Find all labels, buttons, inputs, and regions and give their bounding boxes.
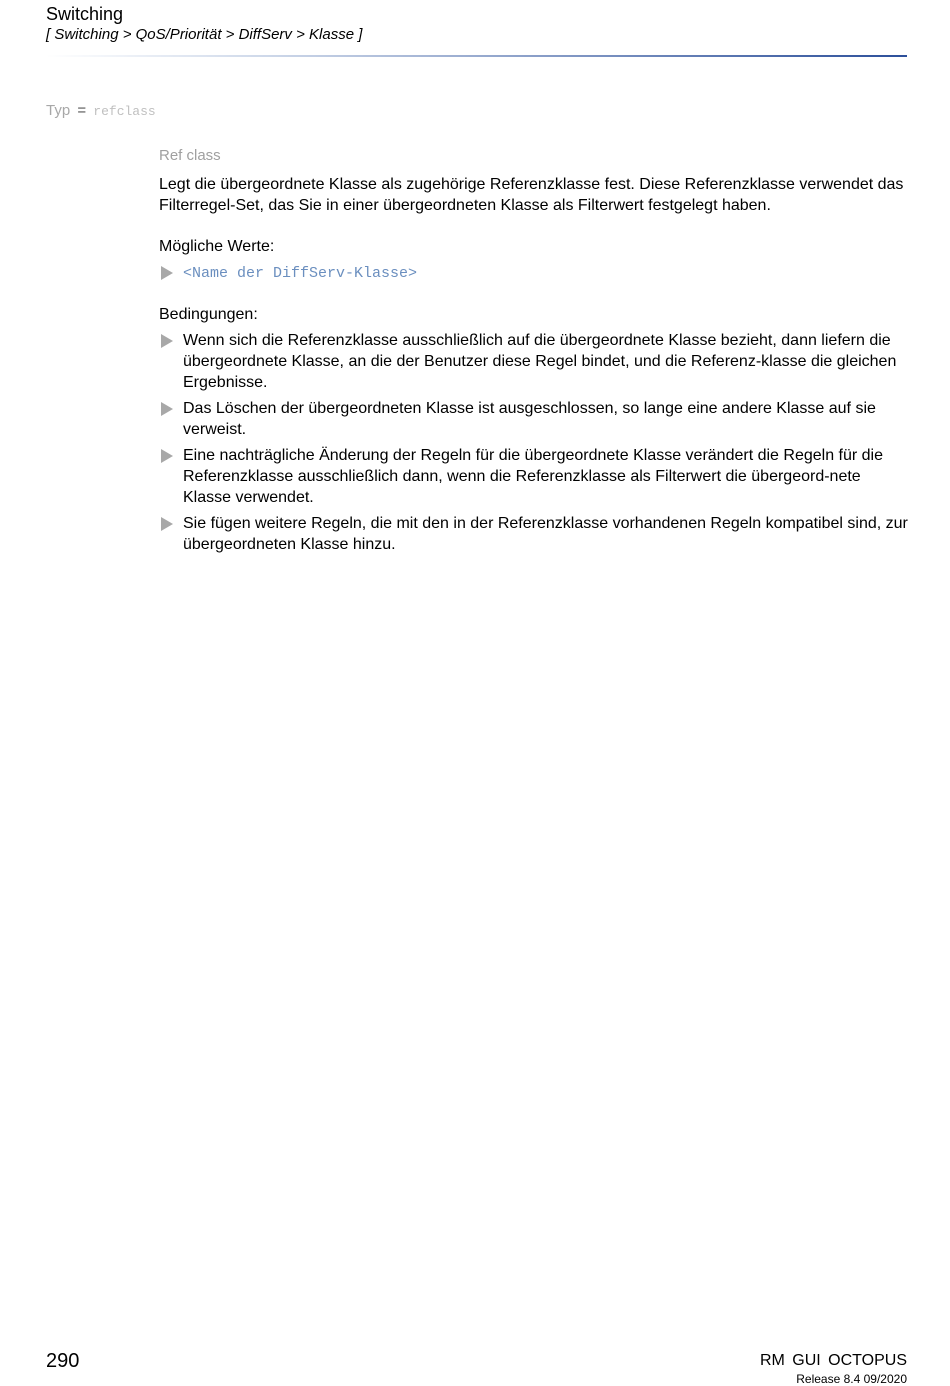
conditions-heading: Bedingungen: bbox=[159, 306, 258, 323]
condition-text: Eine nachträgliche Änderung der Regeln für die übergeordnete Klasse verändert die Regeln für die Referenzklasse ausschließlich dann, wenn die Referenzklasse als Filterwert die übergeord-nete Klasse verwendet. bbox=[183, 447, 884, 506]
release-info: Release 8.4 09/2020 bbox=[796, 1372, 907, 1386]
header-divider bbox=[46, 55, 907, 57]
condition-text: Wenn sich die Referenzklasse ausschließlich auf die übergeordnete Klasse bezieht, dann liefern die übergeordnete Klasse, an die der Benutzer diese Regel bindet, und die Referenz-klasse die gleichen Ergebnisse. bbox=[183, 332, 897, 391]
conditions-list bbox=[159, 330, 909, 555]
bullet-arrow-icon bbox=[161, 402, 173, 416]
list-item bbox=[159, 262, 909, 284]
value-item: <Name der DiffServ-Klasse> bbox=[183, 265, 418, 282]
condition-text: Das Löschen der übergeordneten Klasse ist ausgeschlossen, so lange eine andere Klasse auf sie verweist. bbox=[183, 400, 876, 438]
type-label: Typ bbox=[46, 102, 71, 119]
bullet-arrow-icon bbox=[161, 266, 173, 280]
list-item bbox=[159, 445, 909, 508]
breadcrumb: [ Switching > QoS/Priorität > DiffServ > Klasse ] bbox=[46, 26, 363, 43]
list-item bbox=[159, 330, 909, 393]
ref-class-label: Ref class bbox=[159, 147, 221, 164]
bullet-arrow-icon bbox=[161, 517, 173, 531]
type-value: refclass bbox=[93, 104, 156, 119]
main-content bbox=[159, 145, 909, 575]
type-equals: = bbox=[77, 102, 87, 119]
possible-values-list bbox=[159, 262, 909, 284]
condition-text: Sie fügen weitere Regeln, die mit den in der Referenzklasse vorhandenen Regeln kompatibel sind, zur übergeordneten Klasse hinzu. bbox=[183, 515, 908, 553]
list-item bbox=[159, 513, 909, 555]
type-line bbox=[46, 102, 156, 119]
page-header-title: Switching bbox=[46, 4, 124, 24]
bullet-arrow-icon bbox=[161, 334, 173, 348]
bullet-arrow-icon bbox=[161, 449, 173, 463]
product-name: RM GUI OCTOPUS bbox=[759, 1352, 907, 1369]
description-paragraph: Legt die übergeordnete Klasse als zugehörige Referenzklasse fest. Diese Referenzklasse verwendet das Filterregel-Set, das Sie in einer übergeordneten Klasse als Filterwert festgelegt haben. bbox=[159, 176, 904, 214]
list-item bbox=[159, 398, 909, 440]
page-number: 290 bbox=[46, 1350, 80, 1372]
possible-values-heading: Mögliche Werte: bbox=[159, 238, 275, 255]
